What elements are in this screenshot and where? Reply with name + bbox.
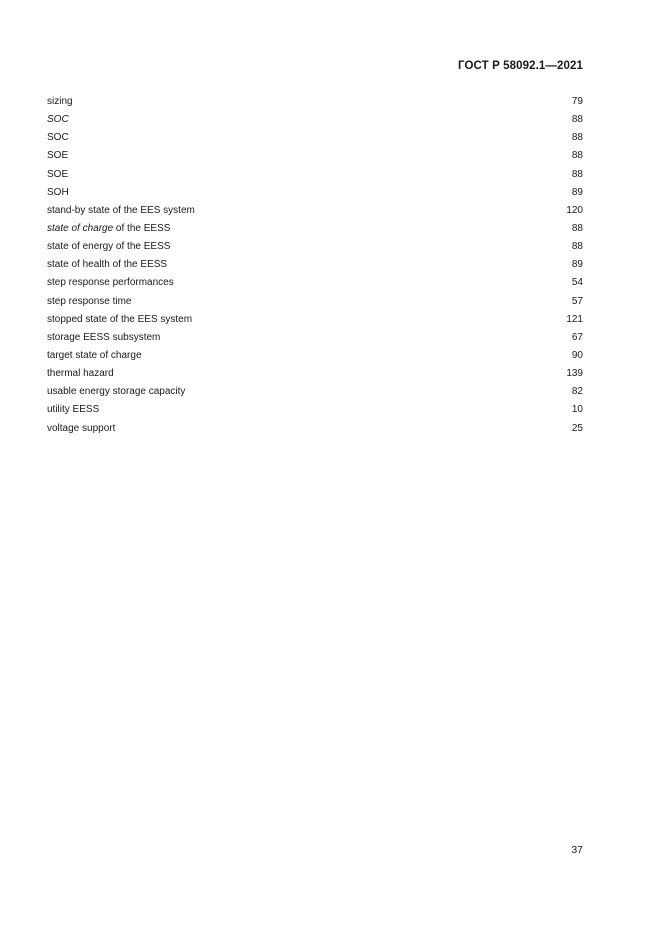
- index-term: step response time: [47, 295, 132, 307]
- index-term: utility EESS: [47, 404, 100, 416]
- index-entry: [47, 311, 583, 329]
- index-page: 10: [571, 404, 583, 416]
- index-entry: [47, 111, 583, 129]
- index-term: SOE: [47, 150, 69, 162]
- index-page: 89: [571, 186, 583, 198]
- index-entry: [47, 166, 583, 184]
- index-entry: [47, 238, 583, 256]
- index-term: voltage support: [47, 422, 116, 434]
- index-page: 121: [566, 313, 583, 325]
- index-term: sizing: [47, 96, 73, 107]
- index-term: SOH: [47, 186, 69, 198]
- index-term: target state of charge: [47, 349, 142, 361]
- index-term: SOE: [47, 168, 69, 180]
- index-entry: [47, 93, 583, 111]
- page-number: 37: [571, 844, 583, 856]
- index-page: 67: [571, 331, 583, 343]
- index-entry: [47, 329, 583, 347]
- document-header: ГОСТ Р 58092.1—2021: [458, 60, 583, 72]
- index-entry: [47, 347, 583, 365]
- index-page: 82: [571, 386, 583, 398]
- index-term: stopped state of the EES system: [47, 313, 193, 325]
- index-term: thermal hazard: [47, 368, 114, 380]
- index-page: 139: [566, 368, 583, 380]
- index-page: 79: [571, 96, 583, 107]
- index-term: SOC: [47, 132, 69, 144]
- index-page: 89: [571, 259, 583, 271]
- index-entry: [47, 184, 583, 202]
- index-term: state of charge of the EESS: [47, 222, 171, 234]
- index-page: 25: [571, 422, 583, 434]
- index-entry: [47, 256, 583, 274]
- index-entry: [47, 129, 583, 147]
- index-entry: [47, 147, 583, 165]
- index-entry: [47, 202, 583, 220]
- index-entry: [47, 383, 583, 401]
- index-term: stand-by state of the EES system: [47, 204, 195, 216]
- index-term: state of health of the EESS: [47, 259, 168, 271]
- index-entry: [47, 293, 583, 311]
- index-page: 88: [571, 132, 583, 144]
- index-term: SOC: [47, 114, 69, 126]
- index-page: 120: [566, 204, 583, 216]
- index-entry: [47, 220, 583, 238]
- term-index: [47, 93, 583, 438]
- index-page: 88: [571, 168, 583, 180]
- index-term: usable energy storage capacity: [47, 386, 186, 398]
- index-page: 88: [571, 150, 583, 162]
- index-entry: [47, 274, 583, 292]
- index-page: 88: [571, 241, 583, 253]
- index-entry: [47, 420, 583, 438]
- index-term: state of energy of the EESS: [47, 241, 171, 253]
- index-term: step response performances: [47, 277, 174, 289]
- index-term: storage EESS subsystem: [47, 331, 161, 343]
- index-page: 54: [571, 277, 583, 289]
- index-page: 88: [571, 222, 583, 234]
- index-page: 90: [571, 349, 583, 361]
- index-page: 88: [571, 114, 583, 126]
- index-entry: [47, 365, 583, 383]
- index-entry: [47, 401, 583, 419]
- index-page: 57: [571, 295, 583, 307]
